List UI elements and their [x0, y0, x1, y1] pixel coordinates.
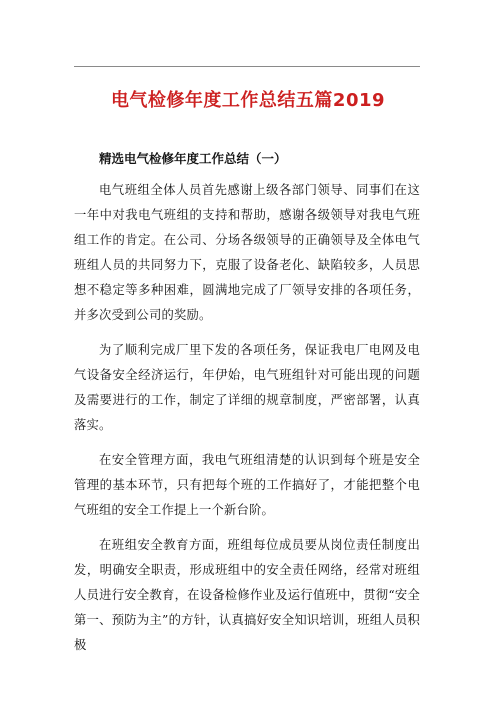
paragraph: 电气班组全体人员首先感谢上级各部门领导、同事们在这一年中对我电气班组的支持和帮助，感谢各级领导对我电气班组工作的肯定。在公司、分场各级领导的正确领导及全体电气班组人员的共同努力下，克服了设备老化、缺陷较多，人员思想不稳定等多种困难，圆满地完成了厂领导安排的各项任务，并多次受到公司的奖励。 [74, 183, 420, 322]
document-title: 电气检修年度工作总结五篇2019 [110, 90, 386, 111]
paragraph: 在班组安全教育方面，班组每位成员要从岗位责任制度出发，明确安全职责，形成班组中的安全责任网络，经常对班组人员进行安全教育，在设备检修作业及运行值班中，贯彻“安全第一、预防为主”的方针，认真搞好安全知识培训，班组人员积极 [74, 538, 420, 652]
section-heading: 精选电气检修年度工作总结（一） [99, 151, 287, 166]
paragraph: 在安全管理方面，我电气班组清楚的认识到每个班是安全管理的基本环节，只有把每个班的工作搞好了，才能把整个电气班组的安全工作提上一个新台阶。 [74, 453, 420, 517]
paragraph: 为了顺利完成厂里下发的各项任务，保证我电厂电网及电气设备安全经济运行，年伊始，电气班组针对可能出现的问题及需要进行的工作，制定了详细的规章制度，严密部署，认真落实。 [74, 343, 420, 432]
body-text [74, 178, 420, 668]
header-rule [74, 66, 420, 67]
